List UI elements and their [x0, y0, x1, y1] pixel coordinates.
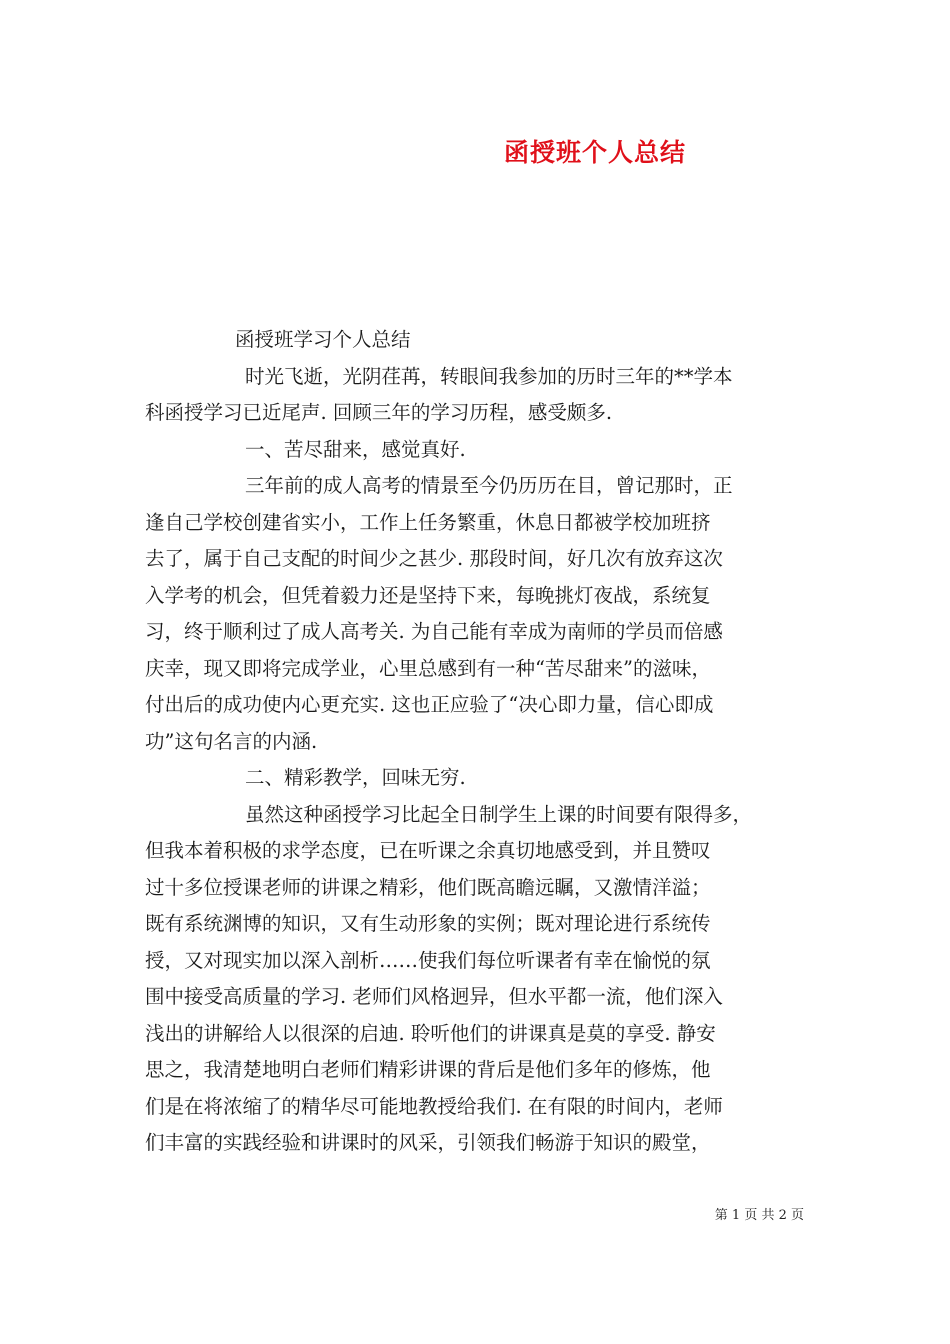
body-line: 一、苦尽甜来，感觉真好.: [245, 437, 466, 461]
body-line: 思之，我清楚地明白老师们精彩讲课的背后是他们多年的修炼，他: [145, 1058, 711, 1081]
body-line: 功”这句名言的内涵.: [145, 729, 318, 753]
body-line: 逢自己学校创建省实小，工作上任务繁重，休息日都被学校加班挤: [145, 510, 711, 534]
body-line: 们是在将浓缩了的精华尽可能地教授给我们. 在有限的时间内，老师: [145, 1094, 723, 1118]
body-line: 浅出的讲解给人以很深的启迪. 聆听他们的讲课真是莫的享受. 静安: [145, 1021, 716, 1045]
body-line: 付出后的成功使内心更充实. 这也正应验了“决心即力量，信心即成: [145, 693, 714, 716]
body-line: 围中接受高质量的学习. 老师们风格迥异，但水平都一流，他们深入: [145, 985, 723, 1008]
body-line: 去了，属于自己支配的时间少之甚少. 那段时间，好几次有放弃这次: [145, 547, 723, 570]
body-line: 函授班学习个人总结: [235, 328, 411, 351]
body-line: 授，又对现实加以深入剖析……使我们每位听课者有幸在愉悦的氛: [145, 948, 711, 972]
body-line: 三年前的成人高考的情景至今仍历历在目，曾记那时，正: [245, 474, 733, 497]
body-line: 时光飞逝，光阴荏苒，转眼间我参加的历时三年的**学本: [245, 364, 733, 388]
body-line: 入学考的机会，但凭着毅力还是坚持下来，每晚挑灯夜战，系统复: [145, 583, 711, 607]
page-footer: 第 1 页 共 2 页: [714, 1208, 804, 1223]
body-line: 习，终于顺利过了成人高考关. 为自己能有幸成为南师的学员而倍感: [145, 620, 723, 643]
body-line: 庆幸，现又即将完成学业，心里总感到有一种“苦尽甜来”的滋味，: [145, 656, 711, 680]
body-line: 虽然这种函授学习比起全日制学生上课的时间要有限得多，: [245, 802, 753, 826]
body-line: 科函授学习已近尾声. 回顾三年的学习历程，感受颇多.: [145, 401, 613, 424]
document-body: [145, 322, 815, 1162]
body-line: 既有系统渊博的知识，又有生动形象的实例；既对理论进行系统传: [145, 912, 711, 935]
body-line: 们丰富的实践经验和讲课时的风采，引领我们畅游于知识的殿堂，: [145, 1131, 711, 1154]
document-title: 函授班个人总结: [503, 138, 686, 167]
body-line: 但我本着积极的求学态度，已在听课之余真切地感受到，并且赞叹: [145, 839, 711, 862]
body-line: 过十多位授课老师的讲课之精彩，他们既高瞻远瞩，又激情洋溢；: [145, 875, 711, 899]
body-line: 二、精彩教学，回味无穷.: [245, 766, 466, 789]
